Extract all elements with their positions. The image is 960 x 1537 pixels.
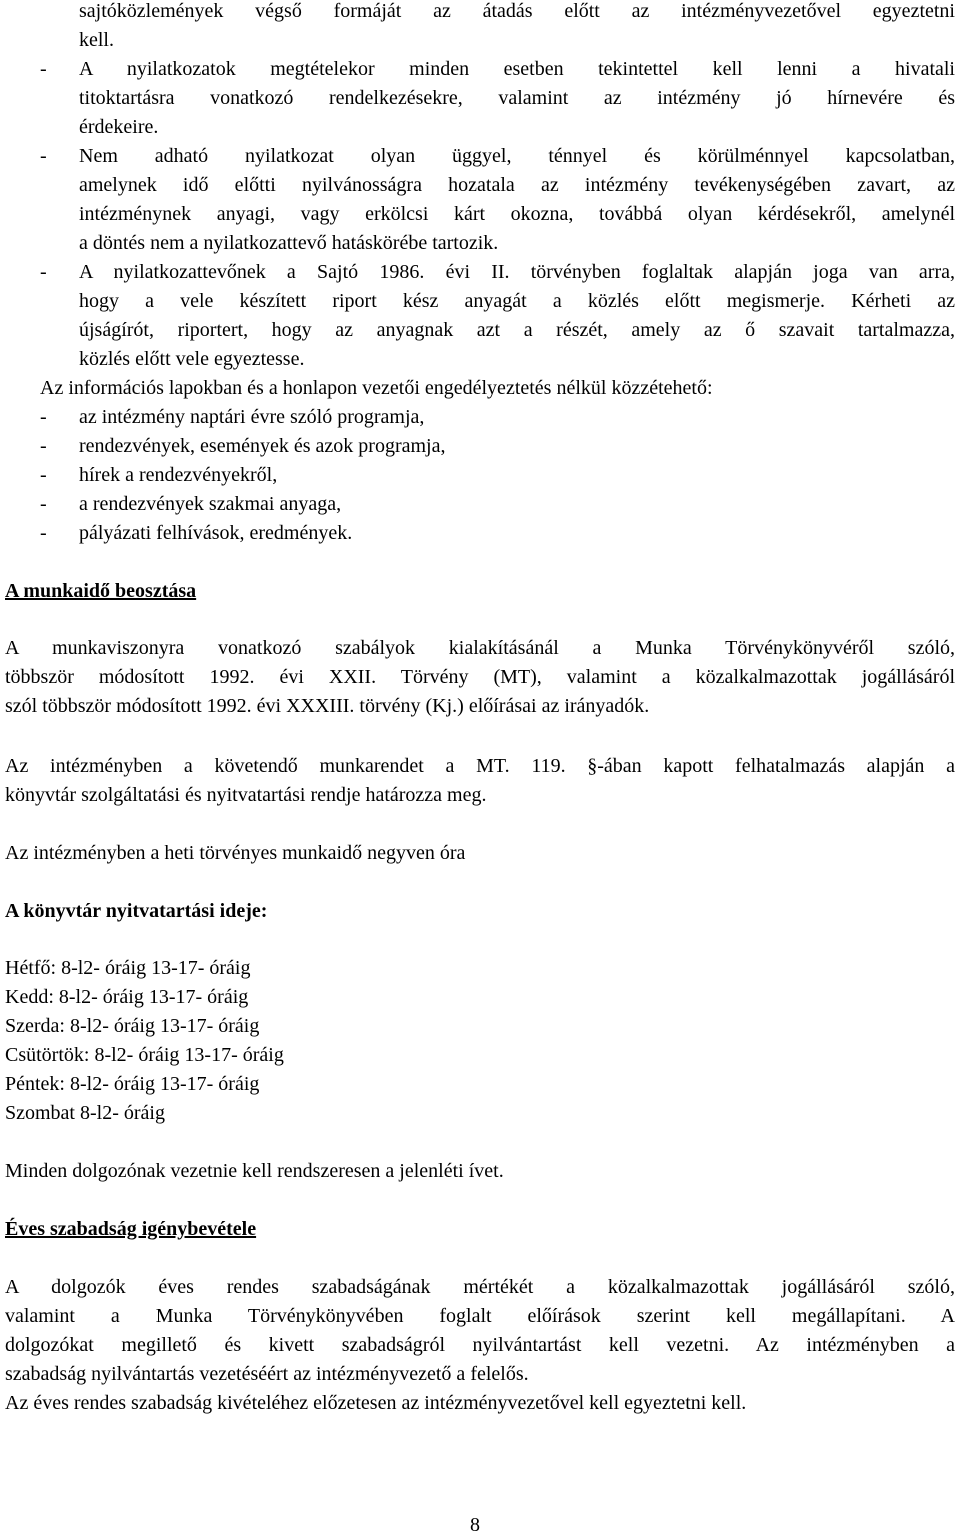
text-line: könyvtár szolgáltatási és nyitvatartási rendje határozza meg.	[5, 784, 487, 806]
list-item: rendezvények, események és azok programja,	[79, 435, 446, 457]
bullet-dash: -	[40, 58, 47, 80]
opening-hours-row: Csütörtök: 8-l2- óráig 13-17- óráig	[5, 1044, 284, 1066]
info-intro: Az információs lapokban és a honlapon vezetői engedélyeztetés nélkül közzétehető:	[40, 377, 713, 399]
list-item: a rendezvények szakmai anyaga,	[79, 493, 342, 515]
opening-hours-row: Kedd: 8-l2- óráig 13-17- óráig	[5, 986, 249, 1008]
text-line: hogy a vele készített riport kész anyagát a közlés előtt megismerje. Kérheti az	[79, 290, 955, 312]
text-line: sajtóközlemények végső formáját az átadás előtt az intézményvezetővel egyeztetni	[79, 0, 955, 22]
page-number: 8	[470, 1514, 480, 1536]
bullet-dash: -	[40, 435, 47, 457]
text-line: intézménynek anyagi, vagy erkölcsi kárt okozna, továbbá olyan kérdésekről, amelynél	[79, 203, 955, 225]
section-heading-munkaido: A munkaidő beosztása	[5, 580, 197, 602]
text-line: a döntés nem a nyilatkozattevő hatáskörébe tartozik.	[79, 232, 499, 254]
bullet-dash: -	[40, 522, 47, 544]
list-item: az intézmény naptári évre szóló programja,	[79, 406, 425, 428]
section-heading-szabadsag: Éves szabadság igénybevétele	[5, 1218, 257, 1240]
opening-hours-row: Hétfő: 8-l2- óráig 13-17- óráig	[5, 957, 251, 979]
text-line: Az intézményben a heti törvényes munkaidő negyven óra	[5, 842, 466, 864]
text-line: szabadság nyilvántartás vezetéséért az intézményvezető a felelős.	[5, 1363, 529, 1385]
text-line: Az éves rendes szabadság kivételéhez előzetesen az intézményvezetővel kell egyeztetni kell.	[5, 1392, 747, 1414]
text-line: valamint a Munka Törvénykönyvében foglalt előírások szerint kell megállapítani. A	[5, 1305, 955, 1327]
text-line: kell.	[79, 29, 114, 51]
bullet-dash: -	[40, 493, 47, 515]
list-item: pályázati felhívások, eredmények.	[79, 522, 353, 544]
opening-hours-row: Szombat 8-l2- óráig	[5, 1102, 165, 1124]
opening-hours-row: Szerda: 8-l2- óráig 13-17- óráig	[5, 1015, 260, 1037]
section-heading-nyitvatartas: A könyvtár nyitvatartási ideje:	[5, 900, 268, 922]
text-line: többször módosított 1992. évi XXII. Törvény (MT), valamint a közalkalmazottak jogállásáról	[5, 666, 955, 688]
text-line: újságírót, riportert, hogy az anyagnak azt a részét, amely az ő szavait tartalmazza,	[79, 319, 955, 341]
list-item: hírek a rendezvényekről,	[79, 464, 278, 486]
text-line: szól többször módosított 1992. évi XXXIII. törvény (Kj.) előírásai az irányadók.	[5, 695, 650, 717]
text-line: Minden dolgozónak vezetnie kell rendszeresen a jelenléti ívet.	[5, 1160, 504, 1182]
text-line: dolgozókat megillető és kivett szabadságról nyilvántartást kell vezetni. Az intézményben a	[5, 1334, 955, 1356]
text-line: Az intézményben a követendő munkarendet a MT. 119. §-ában kapott felhatalmazás alapján a	[5, 755, 955, 777]
text-line: A munkaviszonyra vonatkozó szabályok kialakításánál a Munka Törvénykönyvéről szóló,	[5, 637, 955, 659]
opening-hours-row: Péntek: 8-l2- óráig 13-17- óráig	[5, 1073, 260, 1095]
bullet-dash: -	[40, 261, 47, 283]
text-line: Nem adható nyilatkozat olyan üggyel, ténnyel és körülménnyel kapcsolatban,	[79, 145, 955, 167]
text-line: közlés előtt vele egyeztesse.	[79, 348, 305, 370]
text-line: A nyilatkozattevőnek a Sajtó 1986. évi II. törvényben foglaltak alapján joga van arra,	[79, 261, 955, 283]
text-line: titoktartásra vonatkozó rendelkezésekre, valamint az intézmény jó hírnevére és	[79, 87, 955, 109]
text-line: érdekeire.	[79, 116, 159, 138]
bullet-dash: -	[40, 145, 47, 167]
bullet-dash: -	[40, 464, 47, 486]
bullet-dash: -	[40, 406, 47, 428]
text-line: A nyilatkozatok megtételekor minden esetben tekintettel kell lenni a hivatali	[79, 58, 955, 80]
text-line: A dolgozók éves rendes szabadságának mértékét a közalkalmazottak jogállásáról szóló,	[5, 1276, 955, 1298]
text-line: amelynek idő előtti nyilvánosságra hozatala az intézmény tevékenységében zavart, az	[79, 174, 955, 196]
